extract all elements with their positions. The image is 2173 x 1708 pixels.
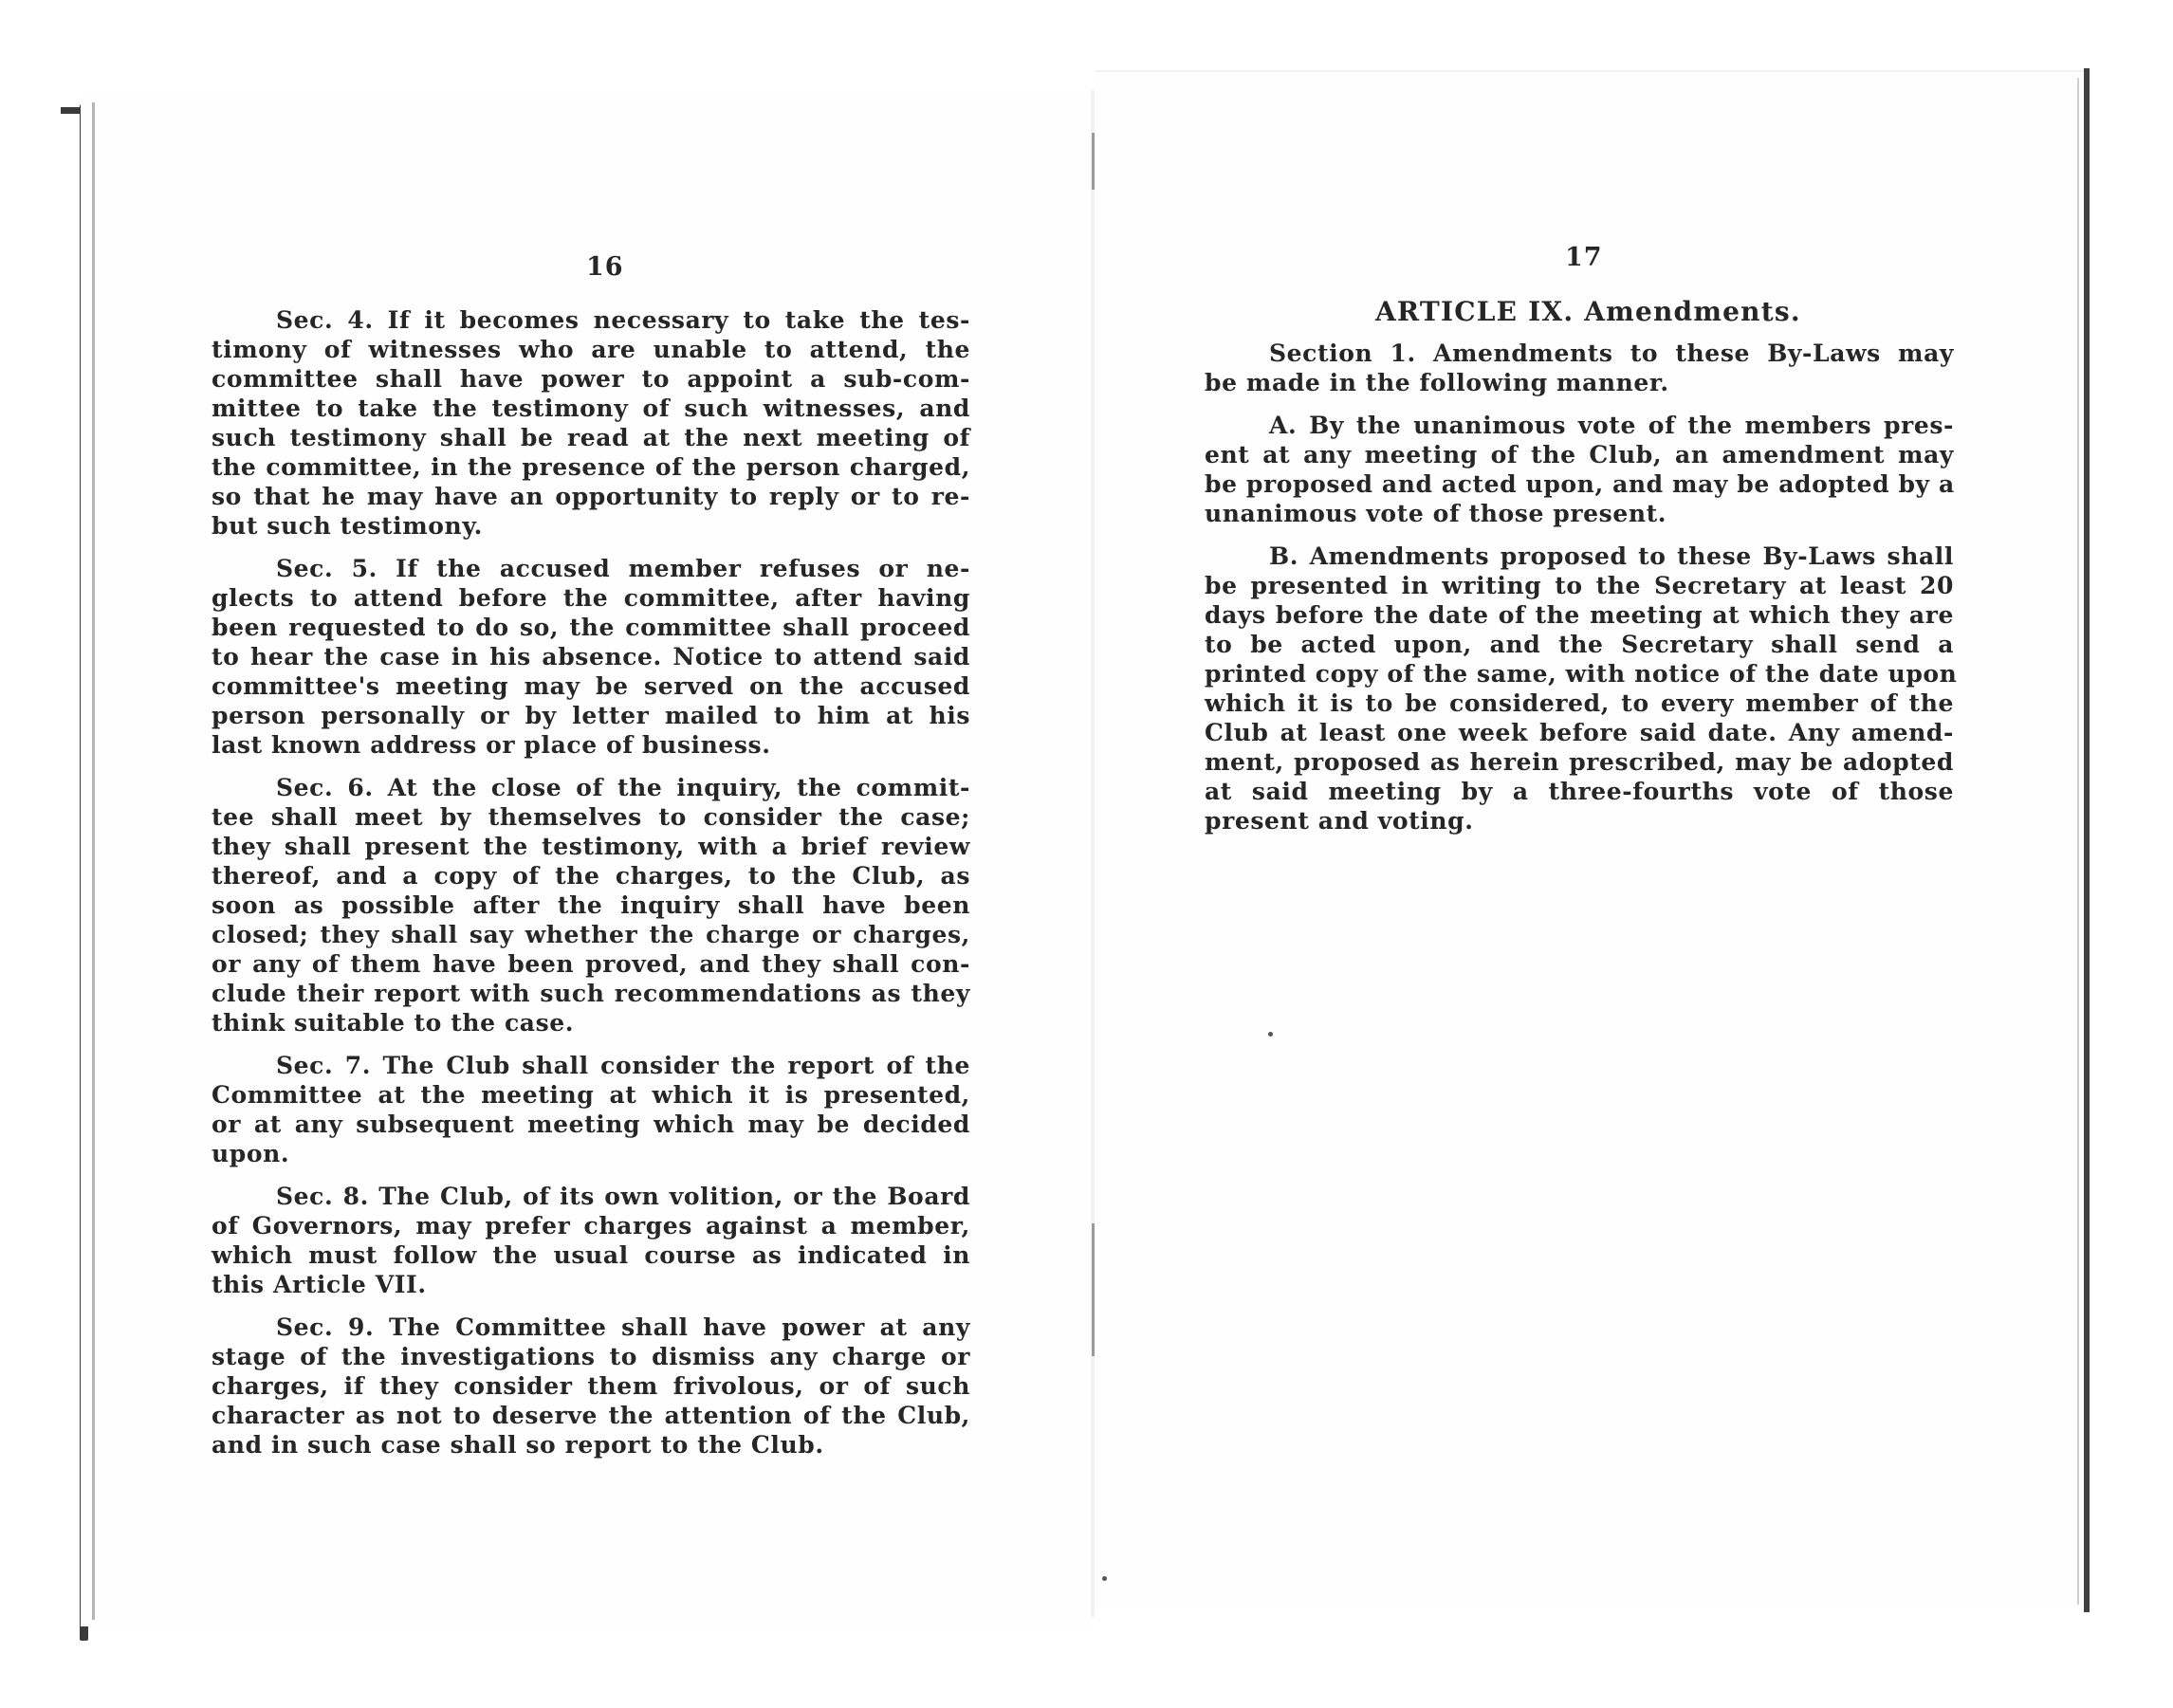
article-heading: ARTICLE IX. Amendments.	[1375, 296, 1801, 327]
text-line: be made in the following manner.	[1205, 369, 1669, 396]
text-line: Committee at the meeting at which it is presented,	[212, 1081, 970, 1109]
left-page-body	[212, 305, 970, 1473]
text-line: to hear the case in his absence. Notice to attend said	[212, 643, 970, 670]
text-line: think suitable to the case.	[212, 1009, 575, 1037]
text-line: at said meeting by a three-fourths vote of those	[1205, 778, 1954, 805]
text-line: glects to attend before the committee, after having	[212, 584, 970, 612]
right-page-inner-edge	[2077, 78, 2079, 1605]
speck	[1268, 1032, 1273, 1037]
right-page-edge	[2084, 68, 2090, 1612]
paragraph	[212, 554, 970, 760]
text-line: been requested to do so, the committee shall proceed	[212, 614, 970, 641]
top-edge	[1096, 70, 2087, 72]
text-line: last known address or place of business.	[212, 731, 771, 759]
text-line: present and voting.	[1205, 807, 1474, 835]
text-line: the committee, in the presence of the person charged,	[212, 453, 970, 481]
paragraph	[1205, 339, 1954, 397]
text-line: timony of witnesses who are unable to attend, the	[212, 336, 970, 363]
text-line: Section 1. Amendments to these By-Laws may	[1269, 340, 1954, 367]
paragraph	[212, 1182, 970, 1299]
text-line: ent at any meeting of the Club, an amendment may	[1205, 441, 1954, 468]
paragraph	[212, 1313, 970, 1460]
text-line: B. Amendments proposed to these By-Laws shall	[1269, 542, 1954, 570]
text-line: Sec. 4. If it becomes necessary to take the tes-	[276, 306, 970, 334]
text-line: character as not to deserve the attention of the Club,	[212, 1402, 970, 1429]
text-line: or at any subsequent meeting which may be decided	[212, 1111, 970, 1138]
text-line: they shall present the testimony, with a brief review	[212, 833, 970, 860]
text-line: tee shall meet by themselves to consider the case;	[212, 803, 970, 831]
text-line: Sec. 6. At the close of the inquiry, the commit-	[276, 774, 970, 801]
text-line: Sec. 5. If the accused member refuses or ne-	[276, 555, 970, 582]
page-number-right: 17	[1565, 243, 1603, 272]
text-line: so that he may have an opportunity to reply or to re-	[212, 483, 970, 510]
gutter-shadow	[1092, 1223, 1095, 1356]
text-line: charges, if they consider them frivolous, or of such	[212, 1372, 970, 1400]
text-line: which must follow the usual course as indicated in	[212, 1241, 970, 1269]
text-line: Sec. 7. The Club shall consider the report of the	[276, 1052, 970, 1079]
page-number-left: 16	[586, 252, 624, 282]
paragraph	[212, 773, 970, 1038]
text-line: clude their report with such recommendations as they	[212, 980, 970, 1007]
text-line: Club at least one week before said date. Any amend-	[1205, 719, 1954, 746]
text-line: to be acted upon, and the Secretary shall send a	[1205, 631, 1954, 658]
text-line: and in such case shall so report to the Club.	[212, 1431, 824, 1459]
text-line: be presented in writing to the Secretary at least 20	[1205, 572, 1954, 599]
text-line: days before the date of the meeting at which they are	[1205, 601, 1954, 629]
gutter	[1091, 90, 1095, 1617]
text-line: such testimony shall be read at the next meeting of	[212, 424, 970, 451]
text-line: ment, proposed as herein prescribed, may be adopted	[1205, 748, 1954, 776]
text-line: Sec. 9. The Committee shall have power at any	[276, 1313, 970, 1341]
paragraph	[1205, 411, 1954, 528]
text-line: but such testimony.	[212, 512, 483, 540]
paragraph	[212, 1051, 970, 1168]
paragraph	[212, 305, 970, 541]
text-line: unanimous vote of those present.	[1205, 500, 1667, 527]
text-line: upon.	[212, 1140, 290, 1167]
speck	[1102, 1576, 1107, 1581]
page-edge-tab	[61, 107, 82, 114]
text-line: committee shall have power to appoint a sub-com-	[212, 365, 970, 393]
text-line: stage of the investigations to dismiss any charge or	[212, 1343, 970, 1370]
gutter-shadow	[1092, 133, 1095, 190]
left-page-inner-edge	[92, 102, 95, 1620]
text-line: of Governors, may prefer charges against a member,	[212, 1212, 970, 1240]
text-line: Sec. 8. The Club, of its own volition, or the Board	[276, 1183, 970, 1210]
text-line: or any of them have been proved, and they shall con-	[212, 950, 970, 978]
text-line: closed; they shall say whether the charge or charges,	[212, 921, 970, 948]
text-line: person personally or by letter mailed to him at his	[212, 702, 970, 729]
text-line: thereof, and a copy of the charges, to the Club, as	[212, 862, 970, 890]
text-line: A. By the unanimous vote of the members pres-	[1269, 412, 1954, 439]
text-line: which it is to be considered, to every member of the	[1205, 689, 1954, 717]
paragraph	[1205, 542, 1958, 836]
text-line: this Article VII.	[212, 1271, 427, 1298]
text-line: be proposed and acted upon, and may be adopted by a	[1205, 470, 1955, 498]
text-line: mittee to take the testimony of such witnesses, and	[212, 395, 970, 422]
text-line: printed copy of the same, with notice of the date upon	[1205, 660, 1958, 688]
text-line: soon as possible after the inquiry shall have been	[212, 891, 970, 919]
right-page-body	[1205, 339, 1958, 849]
text-line: committee's meeting may be served on the accused	[212, 672, 970, 700]
